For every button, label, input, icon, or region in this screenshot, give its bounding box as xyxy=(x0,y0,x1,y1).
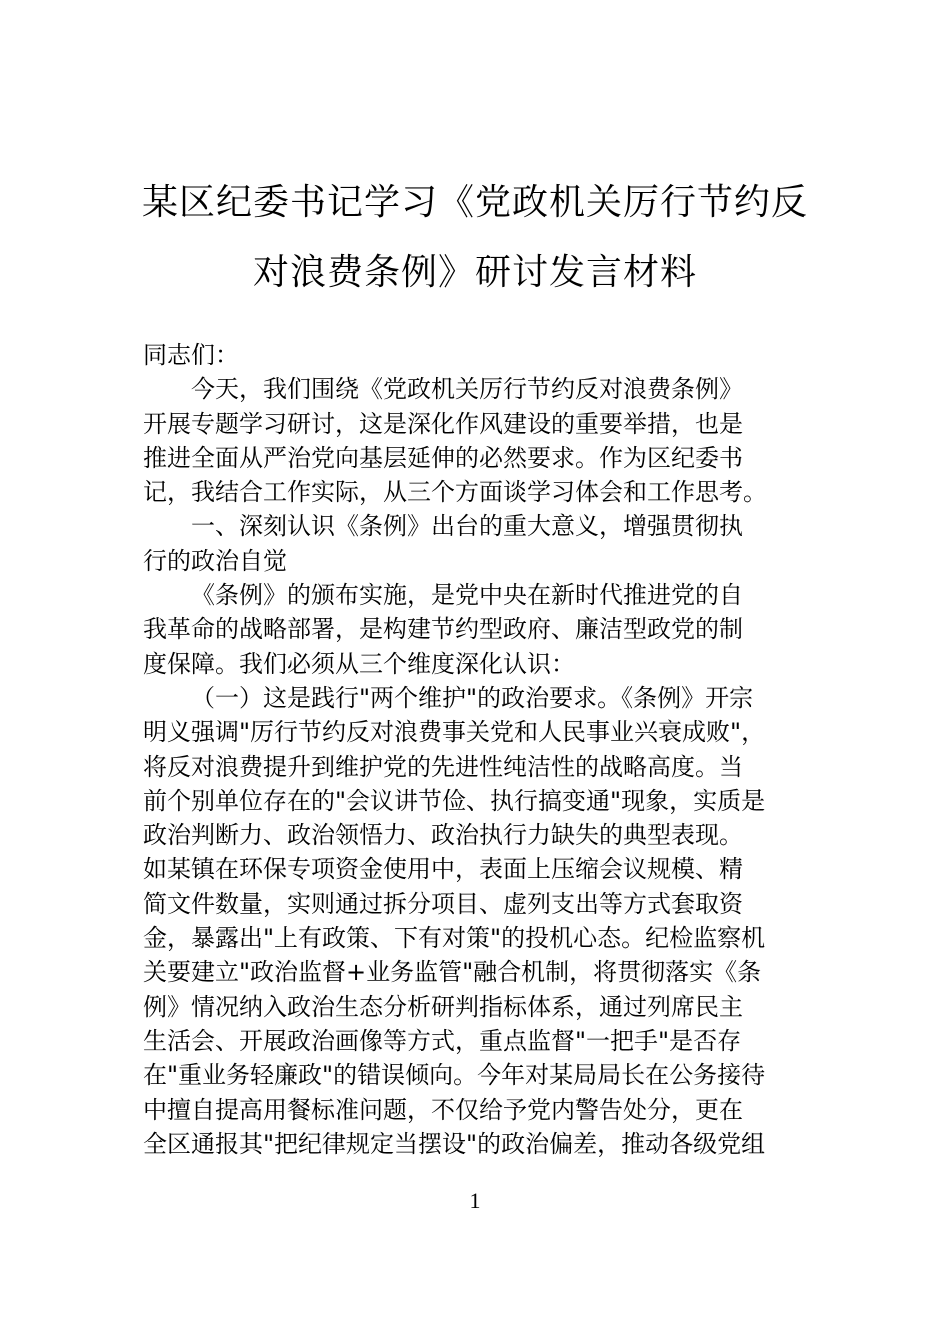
paragraph-line: 关要建立"政治监督+业务监管"融合机制，将贯彻落实《条 xyxy=(143,958,762,987)
paragraph-line: （一）这是践行"两个维护"的政治要求。《条例》开宗 xyxy=(191,683,754,712)
salutation: 同志们： xyxy=(143,341,239,369)
section-heading-line: 一、深刻认识《条例》出台的重大意义，增强贯彻执 xyxy=(191,512,743,541)
paragraph-line: 政治判断力、政治领悟力、政治执行力缺失的典型表现。 xyxy=(143,821,743,850)
paragraph-line: 明义强调"厉行节约反对浪费事关党和人民事业兴衰成败"， xyxy=(143,718,766,747)
paragraph-line: 全区通报其"把纪律规定当摆设"的政治偏差，推动各级党组 xyxy=(143,1129,766,1158)
paragraph-line: 开展专题学习研讨，这是深化作风建设的重要举措，也是 xyxy=(143,409,743,438)
paragraph-line: 将反对浪费提升到维护党的先进性纯洁性的战略高度。当 xyxy=(143,752,743,781)
title-line-1: 某区纪委书记学习《党政机关厉行节约反 xyxy=(141,182,808,223)
paragraph-line: 《条例》的颁布实施，是党中央在新时代推进党的自 xyxy=(191,581,743,610)
paragraph-line: 推进全面从严治党向基层延伸的必然要求。作为区纪委书 xyxy=(143,443,743,472)
page-number: 1 xyxy=(469,1188,481,1213)
paragraph-line: 度保障。我们必须从三个维度深化认识： xyxy=(143,649,575,678)
paragraph-line: 我革命的战略部署，是构建节约型政府、廉洁型政党的制 xyxy=(143,615,743,644)
document-body xyxy=(143,338,813,1161)
paragraph-line: 前个别单位存在的"会议讲节俭、执行搞变通"现象，实质是 xyxy=(143,786,766,815)
section-heading-line: 行的政治自觉 xyxy=(143,546,287,575)
paragraph-line: 今天，我们围绕《党政机关厉行节约反对浪费条例》 xyxy=(191,375,743,404)
paragraph-line: 记，我结合工作实际，从三个方面谈学习体会和工作思考。 xyxy=(143,478,767,507)
paragraph-line: 生活会、开展政治画像等方式，重点监督"一把手"是否存 xyxy=(143,1026,742,1055)
title-line-2: 对浪费条例》研讨发言材料 xyxy=(252,252,697,293)
document-title xyxy=(0,168,950,308)
paragraph-line: 简文件数量，实则通过拆分项目、虚列支出等方式套取资 xyxy=(143,889,743,918)
paragraph-line: 如某镇在环保专项资金使用中，表面上压缩会议规模、精 xyxy=(143,855,743,884)
paragraph-line: 金，暴露出"上有政策、下有对策"的投机心态。纪检监察机 xyxy=(143,924,766,953)
paragraph-line: 中擅自提高用餐标准问题，不仅给予党内警告处分，更在 xyxy=(143,1095,743,1124)
paragraph-line: 例》情况纳入政治生态分析研判指标体系，通过列席民主 xyxy=(143,992,743,1021)
paragraph-line: 在"重业务轻廉政"的错误倾向。今年对某局局长在公务接待 xyxy=(143,1061,766,1090)
